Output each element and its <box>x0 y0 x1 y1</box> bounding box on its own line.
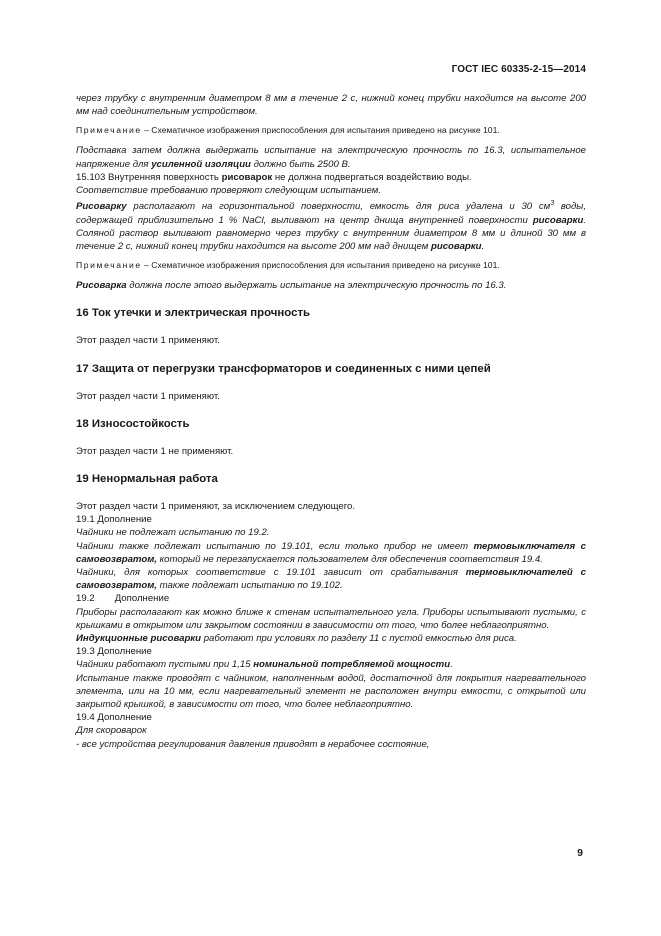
text: располагают на горизонтальной поверхности, емкость для риса удалена и 30 см <box>126 201 551 213</box>
clause-number: 19.2 <box>76 593 95 605</box>
term: термовыключателя с самовозвратом, <box>76 540 586 565</box>
term: рисоварки <box>532 214 584 226</box>
page-number: 9 <box>577 847 583 859</box>
text: также подлежат испытанию по 19.102. <box>156 580 343 592</box>
term: Рисоварка <box>76 280 127 292</box>
note <box>76 124 586 136</box>
text: воды, содержащей приблизительно 1 % NaCl, выливают на центр днища внутренней поверхности <box>76 201 587 226</box>
paragraph: Приборы располагают как можно ближе к стенам испытательного угла. Приборы испытывают пустыми, с крышками в открытом или закрытом состоянии в зависимости от того, что более неблагоприятно. <box>76 606 586 631</box>
text: . <box>450 659 453 671</box>
text: Подставка затем должна выдержать испытание на электрическую прочность по 16.3, испытательное напряжение для <box>76 145 586 170</box>
term: Рисоварку <box>76 201 127 213</box>
paragraph: Этот раздел части 1 не применяют. <box>76 445 234 457</box>
paragraph <box>76 171 586 184</box>
term: номинальной потребляемой мощности <box>253 659 451 671</box>
paragraph <box>76 632 586 645</box>
term: рисоварок <box>221 171 273 183</box>
text: должна после этого выдержать испытание на электрическую прочность по 16.3. <box>126 280 507 292</box>
paragraph: Соответствие требованию проверяют следующим испытанием. <box>76 185 382 197</box>
document-header: ГОСТ IEC 60335-2-15—2014 <box>451 64 586 75</box>
clause-heading: 19.1 Дополнение <box>76 514 152 526</box>
note-text: – Схематичное изображения приспособления для испытания приведено на рисунке 101. <box>141 125 500 136</box>
text: 15.103 Внутренняя поверхность <box>76 171 222 183</box>
paragraph: Испытание также проводят с чайником, наполненным водой, достаточной для покрытия нагревательного элемента, или на 10 мм, если нагревательный элемент не расположен внутри емкости, с открытой или закрытой крышкой, в зависимости от того, что более неблагоприятно. <box>76 672 586 711</box>
text: Чайники также подлежат испытанию по 19.101, если только прибор не имеет <box>76 540 474 552</box>
paragraph <box>76 658 586 671</box>
paragraph: через трубку с внутренним диаметром 8 мм в течение 2 с, нижний конец трубки находится на высоте 200 мм над соединительным устройством. <box>76 93 586 118</box>
paragraph: - все устройства регулирования давления приводят в нерабочее состояние, <box>76 738 430 750</box>
text: Чайники работают пустыми при 1,15 <box>76 659 254 671</box>
text: Чайники, для которых соответствие с 19.101 зависит от срабатывания <box>76 567 466 579</box>
text: работают при условиях по разделу 11 с пустой емкостью для риса. <box>201 633 517 645</box>
clause-heading: 19.4 Дополнение <box>76 712 152 724</box>
note-label: Примечание <box>76 260 142 271</box>
text: который не перезапускается пользователем для обеспечения соответствия 19.4. <box>156 553 543 565</box>
term: Индукционные рисоварки <box>76 633 202 645</box>
note-label: Примечание <box>76 125 142 136</box>
paragraph: Этот раздел части 1 применяют. <box>76 335 220 347</box>
paragraph <box>76 144 586 170</box>
clause-label: Дополнение <box>114 593 170 605</box>
paragraph <box>76 197 586 253</box>
paragraph <box>76 279 586 292</box>
paragraph: Для скороварок <box>76 725 147 737</box>
section-heading-18: 18 Износостойкость <box>76 417 190 430</box>
paragraph <box>76 540 586 566</box>
paragraph <box>76 566 586 592</box>
paragraph: Чайники не подлежат испытанию по 19.2. <box>76 527 270 539</box>
term: усиленной изоляции <box>151 158 251 170</box>
paragraph: Этот раздел части 1 применяют. <box>76 390 220 402</box>
note <box>76 259 586 271</box>
section-heading-19: 19 Ненормальная работа <box>76 473 218 486</box>
note-text: – Схематичное изображения приспособления для испытания приведено на рисунке 101. <box>141 260 500 271</box>
text: . <box>481 241 485 253</box>
section-heading-17: 17 Защита от перегрузки трансформаторов и соединенных с ними цепей <box>76 362 491 375</box>
page-content <box>76 92 586 751</box>
paragraph: Этот раздел части 1 применяют, за исключением следующего. <box>76 501 356 513</box>
clause-heading: 19.3 Дополнение <box>76 646 152 658</box>
term: рисоварки <box>430 241 482 253</box>
superscript: 3 <box>550 200 555 208</box>
text: должно быть 2500 В. <box>250 158 351 170</box>
text: не должна подвергаться воздействию воды. <box>272 171 472 183</box>
clause-heading <box>76 592 586 605</box>
term: термовыключателей с самовозвратом, <box>76 567 586 592</box>
section-heading-16: 16 Ток утечки и электрическая прочность <box>76 307 311 320</box>
text: . Соляной раствор выливают равномерно через трубку с внутренним диаметром 8 мм и длиной 30 мм в течение 2 с, нижний конец трубки находится на высоте 200 мм над днищем <box>76 214 586 253</box>
